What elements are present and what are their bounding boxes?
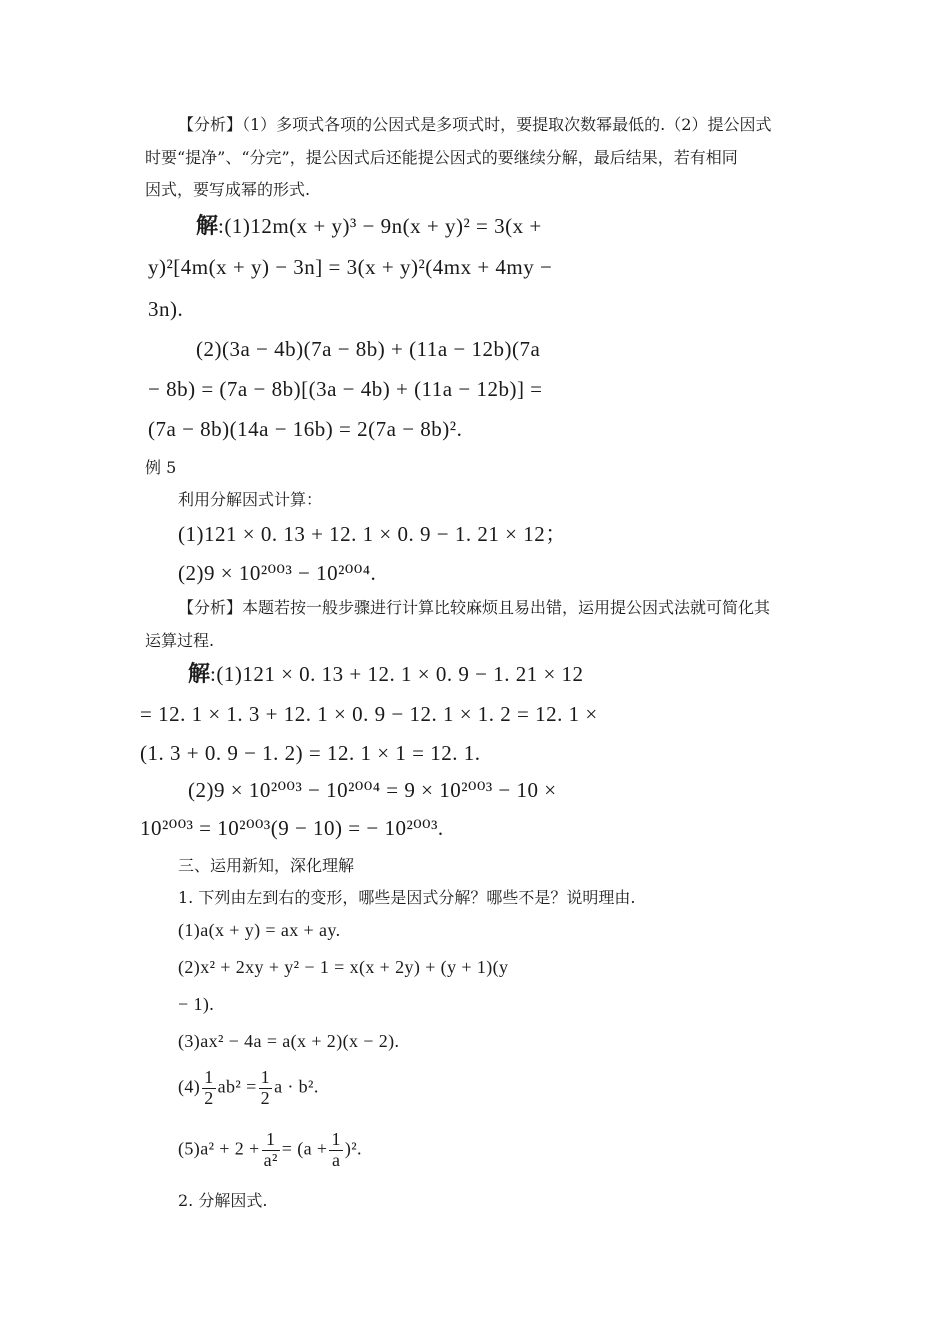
solution-label: 解 — [188, 662, 211, 687]
exercise-1-item-1: (1)a(x + y) = ax + ay. — [178, 920, 341, 940]
analysis-2-line-1: 【分析】本题若按一般步骤进行计算比较麻烦且易出错，运用提公因式法就可简化其 — [178, 598, 771, 617]
solution-2-line-2: = 12. 1 × 1. 3 + 12. 1 × 0. 9 − 12. 1 × 1. 2 = 12. 1 × — [140, 702, 598, 726]
solution-1-line-5: − 8b) = (7a − 8b)[(3a − 4b) + (11a − 12b)] = — [148, 377, 543, 401]
analysis-1-line-1: 【分析】（1）多项式各项的公因式是多项式时，要提取次数幂最低的.（2）提公因式 — [178, 115, 772, 134]
solution-2-line-3: (1. 3 + 0. 9 − 1. 2) = 12. 1 × 1 = 12. 1. — [140, 741, 481, 765]
solution-2-line-4: (2)9 × 10²⁰⁰³ − 10²⁰⁰⁴ = 9 × 10²⁰⁰³ − 10 × — [188, 778, 557, 802]
exercise-1-item-3: (3)ax² − 4a = a(x + 2)(x − 2). — [178, 1031, 400, 1051]
fraction: $\frac{1}{\text{a²}}$ — [263, 1129, 278, 1170]
example-5-prompt: 利用分解因式计算： — [178, 490, 323, 509]
exercise-2-prompt: 2. 分解因式. — [178, 1191, 268, 1210]
solution-1-line-2: y)²[4m(x + y) − 3n] = 3(x + y)²(4mx + 4my − — [148, 255, 553, 279]
solution-1-line-6: (7a − 8b)(14a − 16b) = 2(7a − 8b)². — [148, 417, 463, 441]
solution-2-line-5: 10²⁰⁰³ = 10²⁰⁰³(9 − 10) = − 10²⁰⁰³. — [140, 816, 444, 840]
analysis-1-line-2: 时要“提净”、“分完”，提公因式后还能提公因式的要继续分解，最后结果，若有相同 — [145, 148, 738, 167]
exercise-1-item-5: (5)a² + 2 + $\frac{1}{\text{a²}}$ = (a + $\frac{1}{a}$ )². — [178, 1129, 362, 1170]
fraction: $\frac{1}{2}$ — [260, 1067, 271, 1108]
solution-1-line-3: 3n). — [148, 297, 184, 321]
fraction: $\frac{1}{2}$ — [204, 1067, 214, 1108]
solution-label: 解 — [196, 214, 219, 239]
example-5-question-1: (1)121 × 0. 13 + 12. 1 × 0. 9 − 1. 21 × 12； — [178, 522, 567, 546]
exercise-1-item-4: (4) $\frac{1}{2}$ ab² = $\frac{1}{2}$ a · b². — [178, 1067, 319, 1108]
example-5-title: 例 5 — [145, 458, 177, 477]
exercise-1-prompt: 1. 下列由左到右的变形，哪些是因式分解？哪些不是？说明理由. — [178, 888, 636, 907]
example-5-question-2: (2)9 × 10²⁰⁰³ − 10²⁰⁰⁴. — [178, 561, 377, 585]
analysis-2-line-2: 运算过程. — [145, 631, 215, 650]
solution-2-line-1: 解:(1)121 × 0. 13 + 12. 1 × 0. 9 − 1. 21 × 12 — [188, 662, 584, 687]
exercise-1-item-2b: − 1). — [178, 994, 215, 1014]
solution-1-line-1: 解:(1)12m(x + y)³ − 9n(x + y)² = 3(x + — [196, 214, 542, 239]
section-3-title: 三、运用新知，深化理解 — [178, 856, 355, 875]
fraction: $\frac{1}{a}$ — [331, 1129, 341, 1170]
exercise-1-item-2a: (2)x² + 2xy + y² − 1 = x(x + 2y) + (y + 1)(y — [178, 957, 509, 977]
analysis-1-line-3: 因式，要写成幂的形式. — [145, 180, 311, 199]
solution-1-line-4: (2)(3a − 4b)(7a − 8b) + (11a − 12b)(7a — [196, 337, 541, 361]
